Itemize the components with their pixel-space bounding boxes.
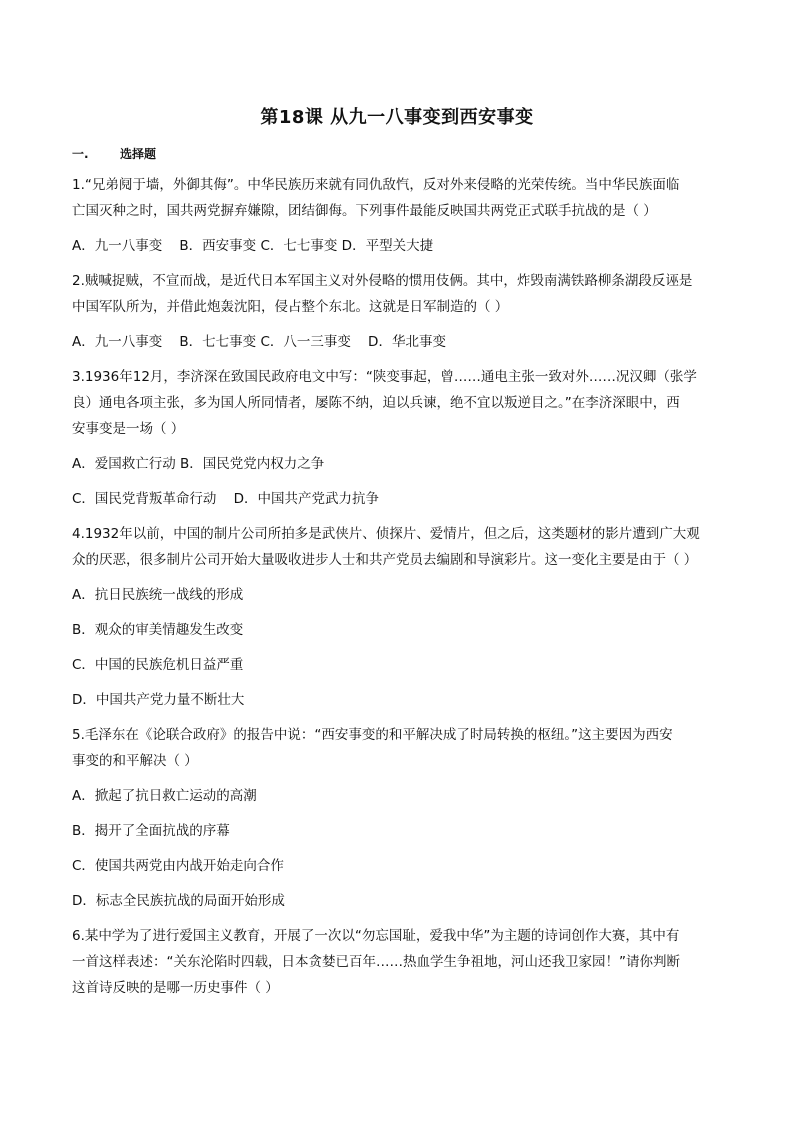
question-2 [72, 268, 724, 355]
stem-line: 2.贼喊捉贼，不宣而战，是近代日本军国主义对外侵略的惯用伎俩。其中，炸毁南满铁路柳条湖段反诬是 [72, 273, 693, 289]
stem-line: 5.毛泽东在《论联合政府》的报告中说：“西安事变的和平解决成了时局转换的枢纽。”这主要因为西安 [72, 727, 673, 743]
option-line: C．国民党背叛革命行动 D．中国共产党武力抗争 [72, 491, 379, 507]
stem-line: 安事变是一场（ ） [72, 421, 185, 437]
option-c: C．使国共两党由内战开始走向合作 [72, 858, 284, 874]
options-row: A．九一八事变 B．西安事变 C．七七事变 D．平型关大捷 [72, 238, 434, 254]
option-d: D．中国共产党力量不断壮大 [72, 692, 245, 708]
option-b: B．观众的审美情趣发生改变 [72, 622, 244, 638]
stem-line: 众的厌恶，很多制片公司开始大量吸收进步人士和共产党员去编剧和导演彩片。这一变化主要是由于（ ） [72, 552, 698, 568]
section-heading [72, 145, 156, 162]
options-row: A．九一八事变 B．七七事变 C．八一三事变 D．华北事变 [72, 334, 446, 350]
stem-line: 这首诗反映的是哪一历史事件（ ） [72, 980, 279, 996]
page-title: 第18课 从九一八事变到西安事变 [260, 107, 534, 128]
option-c: C．中国的民族危机日益严重 [72, 657, 244, 673]
option-line: A．爱国救亡行动 B．国民党党内权力之争 [72, 456, 325, 472]
question-stem [72, 722, 724, 774]
question-stem [72, 521, 724, 573]
section-number: 一. [72, 147, 89, 161]
question-5 [72, 722, 724, 914]
section-label: 选择题 [120, 147, 157, 161]
stem-line: 3.1936年12月，李济深在致国民政府电文中写：“陕变事起，曾……通电主张一致对外……况汉卿（张学 [72, 369, 697, 385]
question-3 [72, 364, 724, 512]
question-1 [72, 172, 724, 259]
option-d: D．标志全民族抗战的局面开始形成 [72, 893, 285, 909]
question-list [72, 172, 724, 1010]
stem-line: 中国军队所为，并借此炮轰沈阳，侵占整个东北。这就是日军制造的（ ） [72, 299, 509, 315]
option-b: B．揭开了全面抗战的序幕 [72, 823, 230, 839]
stem-line: 4.1932年以前，中国的制片公司所拍多是武侠片、侦探片、爱情片，但之后，这类题材的影片遭到广大观 [72, 526, 700, 542]
question-stem [72, 923, 724, 1001]
option-a: A．抗日民族统一战线的形成 [72, 587, 244, 603]
stem-line: 1.“兄弟阋于墙，外御其侮”。中华民族历来就有同仇敌忾，反对外来侵略的光荣传统。当中华民族面临 [72, 177, 680, 193]
question-stem [72, 268, 724, 320]
stem-line: 一首这样表述：“关东沦陷时四载，日本贪婪已百年……热血学生争祖地，河山还我卫家园！”请你判断 [72, 954, 680, 970]
question-4 [72, 521, 724, 713]
stem-line: 亡国灭种之时，国共两党摒弃嫌隙，团结御侮。下列事件最能反映国共两党正式联手抗战的是（ ） [72, 203, 657, 219]
option-a: A．掀起了抗日救亡运动的高潮 [72, 788, 257, 804]
stem-line: 良）通电各项主张，多为国人所同情者，屡陈不纳，迫以兵谏，绝不宜以叛逆目之。”在李济深眼中，西 [72, 395, 680, 411]
question-stem [72, 364, 724, 442]
question-stem [72, 172, 724, 224]
question-6 [72, 923, 724, 1001]
stem-line: 事变的和平解决（ ） [72, 753, 198, 769]
stem-line: 6.某中学为了进行爱国主义教育，开展了一次以“勿忘国耻，爱我中华”为主题的诗词创作大赛，其中有 [72, 928, 680, 944]
